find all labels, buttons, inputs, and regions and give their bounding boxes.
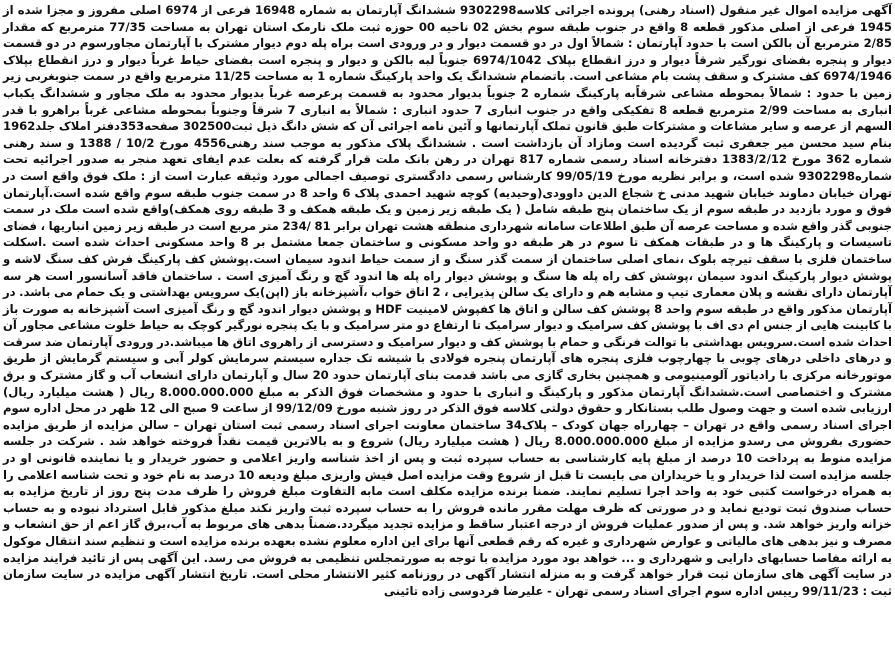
auction-notice-document xyxy=(3,2,892,651)
auction-notice-text: آگهی مزایده اموال غیر منقول (اسناد رهنی) پرونده اجرائی کلاسه9302298 ششدانگ آپارتمان به شماره 16948 فرعی از 6974 اصلی مفروز و مجزا شده از 1945 فرعی از اصلی مذکور قطعه 8 واقع در جنوب طبقه سوم بخش 02 ناحیه 00 حوزه ثبت ملک نارمک استان تهران به مساحت 77/35 مترمربع که مقدار 2/85 مترمربع آن بالکن است با حدود آپارتمان : شمالاً اول در دو قسمت دیوار و در ورودی است براه پله دوم دیوار مشترک با آپارتمان مجاورسوم در دو قسمت دیوار و پنجره بفضای نورگیر شرقاً دیوار و درز انقطاع بپلاک 6974/1042 جنوباً لبه بالکن و دیوار و پنجره است بفضای حیاط غرباً دیوار و درز انقطاع بپلاک 6974/1946 کف مشترک و سقف پشت بام مشاعی است. باتضمام ششدانگ یک واحد پارکینگ شماره 1 به مساحت 11/25 مترمربع واقع در سمت جنوبغربی زیر زمین با حدود : شمالاً بمحوطه مشاعی شرقاًبه پارکینگ شماره 2 جنوباً بدیوار محدود به قسمت پرعرصه غرباً بدیوار محدود به ملک مجاور و ششدانگ یکباب انباری به مساحت 2/99 مترمربع قطعه 8 تفکیکی واقع در جنوب انباری 7 حدود انباری : شمالاً به انباری 7 شرقاً وجنوباً بمحوطه مشاعی غرباً براهرو با قدر السهم از عرصه و سایر مشاعات و مشترکات طبق قانون تملک آپارتمانها و آئین نامه اجرائی آن که شش دانگ ذیل ثبت302500 صفحه353دفتر املاک جلد1962 بنام سید محسن میر جعفری ثبت گردیده است ومازاد آن بازداشت است . ششدانگ پلاک مذکور به موجب سند رهنی4556 مورخ 10/2 / 1388 و سند رهنی شماره 362 مورخ 1383/2/12 دفترخانه اسناد رسمی شماره 817 تهران در رهن بانک ملت قرار گرفته که بعلت عدم ایفای تعهد منجر به صدور اجرائیه تحت شماره9302298 شده است، و برابر نظریه مورخ 99/05/19 کارشناس رسمی دادگستری توصیف اجمالی مورد وثیقه عبارت است از : ملک فوق واقع است در تهران خیابان دماوند خیابان شهید مدنی خ شجاع الدین داوودی(وحیدیه) کوچه شهید احمدی پلاک 6 واحد 8 در سمت جنوب طبقه سوم واقع شده است.آپارتمان فوق و مورد بازدید در طبقه سوم از یک ساختمان پنج طبقه شامل ( یک طبقه زیر زمین و یک طبقه همکف و 3 طبقه روی همکف)واقع شده است ملک در سمت جنوبی گذر واقع شده و مساحت عرصه آن طبق اطلاعات سامانه شهرداری منطقه هشت تهران برابر 81 /234 متر مربع است در طبقه زیر زمین انباریها ، فضای تاسیسات و پارکینگ ها و در طبقات همکف تا سوم در هر طبقه دو واحد مسکونی و ساختمان جمعا مشتمل بر 8 واحد مسکونی احداث شده است .اسکلت ساختمان فلزی با سقف تیرچه بلوک ،نمای اصلی ساختمان از سمت گذر سنگ و از سمت حیاط اندود سیمان است.پوشش کف پارکینگ فرش کف سنگ لاشه و پوشش دیوار پارکینگ اندود سیمان ،پوشش کف راه پله ها سنگ و پوشش دیوار راه پله ها اندود گچ و رنگ آمیزی است . ساختمان فاقد آسانسور است هر سه آپارتمان دارای نقشه و پلان معماری تیپ و مشابه هم و دارای یک سالن پذیرایی ، 2 اتاق خواب ،آشپزخانه باز (اپن)یک سرویس بهداشتی و یک حمام می باشد. در آپارتمان مذکور واقع در طبقه سوم واحد 8 پوشش کف سالن و اتاق ها کفپوش لامینیت HDF و پوشش دیوار اندود گچ و رنگ آمیزی است آشپزخانه به صورت باز با کابینت هایی از جنس ام دی اف با پوشش کف سرامیک و دیوار سرامیک تا ارتفاع دو متر سرامیک و با یک پنجره نورگیر کوچک به حیاط خلوت مشاعی مجاور آن احداث شده است.سرویس بهداشتی با توالت فرنگی و حمام با پوشش کف و دیوار سرامیک و دسترسی از راهروی اتاق ها میباشد.در ورودی آپارتمان ضد سرقت و درهای داخلی درهای چوبی با چهارچوب فلزی پنجره های آپارتمان پنجره فولادی با شیشه تک جداره سیستم سرمایش کولر آبی و سیستم گرمایش از طریق موتورخانه مرکزی با رادیاتور آلومینیومی و همچنین بخاری گازی می باشد قدمت بنای آپارتمان حدود 20 سال و آپارتمان دارای انشعاب آب و گاز مشترک و برق مشترک و اختصاصی است.ششدانگ آپارتمان مذکور و پارکینگ و انباری با حدود و مشخصات فوق الذکر به مبلغ 8.000.000.000 ریال ( هشت میلیارد ریال) ارزیابی شده است و جهت وصول طلب بستانکار و حقوق دولتی کلاسه فوق الذکر در روز شنبه مورخ 99/12/09 از ساعت 9 صبح الی 12 ظهر در محل اداره سوم اجرای اسناد رسمی واقع در تهران – چهارراه جهان کودک – پلاک34 ساختمان معاونت اجرای اسناد رسمی ثبت استان تهران – سالن مزایده از طریق مزایده حضوری بفروش می رسدو مزایده از مبلغ 8.000.000.000 ریال ( هشت میلیارد ریال) شروع و به بالاترین قیمت نقداً فروخته خواهد شد . شرکت در جلسه مزایده منوط به پرداخت 10 درصد از مبلغ پایه کارشناسی به حساب سپرده ثبت و پس از اخذ شناسه واریز اعلامی و حضور خریدار و یا نماینده قانونی او در جلسه مزایده است لذا خریدار و یا خریداران می بایست تا قبل از شروع وقت مزایده اصل فیش واریزی مبلغ ودیعه 10 درصد به نام خود و تحت شناسه اعلامی را به همراه درخواست کتبی خود به واحد اجرا تسلیم نمایند. ضمنا برنده مزایده مکلف است مابه التفاوت مبلغ فروش را ظرف مدت پنج روز از تاریخ مزایده به حساب صندوق ثبت تودیع نماید و در صورتی که ظرف مهلت مقرر مانده فروش را به حساب سپرده ثبت واریز نکند مبلغ مذکور قابل استرداد نبوده و به حساب خزانه واریز خواهد شد. و پس از صدور عملیات فروش از درجه اعتبار ساقط و مزایده تجدید میگردد.ضمناً بدهی های مربوط به آب،برق گاز اعم از حق انشعاب و مصرف و نیز بدهی های مالیاتی و عوارض شهرداری و غیره که رقم قطعی آنها برای این اداره معلوم نشده بعهده برنده مزایده است و تنظیم سند انتقال موکول به ارائه مفاصا حسابهای دارایی و شهرداری و ... خواهد بود مورد مزایده با توجه به صورتمجلس تنظیمی به فروش می رسد. این آگهی پس از تائید فرایند مزایده در سایت آگهی های سازمان ثبت قرار خواهد گرفت و به منزله انتشار آگهی در روزنامه کثیر الانتشار محلی است. تاریخ انتشار آگهی مزایده در سایت سازمان ثبت : 99/11/23 رییس اداره سوم اجرای اسناد رسمی تهران - علیرضا فردوسی زاده تائینی xyxy=(3,3,893,598)
